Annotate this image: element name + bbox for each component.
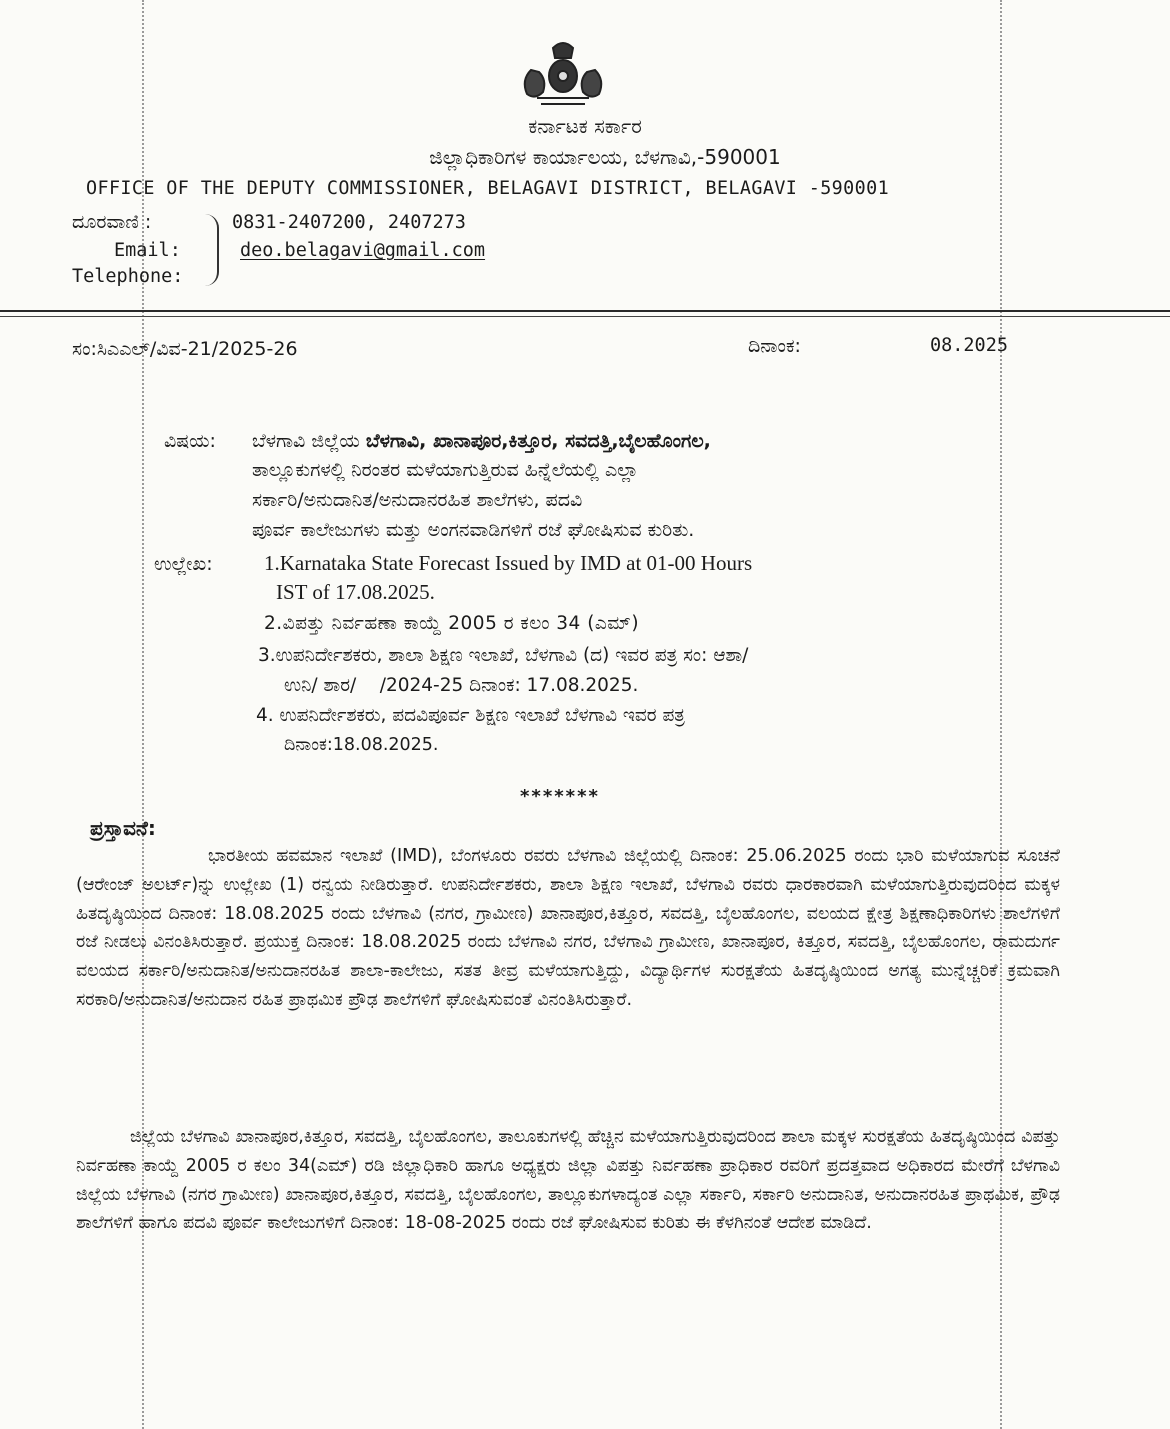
reference-4-line-2: ದಿನಾಂಕ:18.08.2025. (284, 735, 439, 755)
reference-1-line-2: IST of 17.08.2025. (276, 580, 435, 604)
reference-number: ಸಂ:ಸಿಎಎಲ್/ವಿವ-21/2025-26 (72, 338, 298, 360)
preamble-heading: ಪ್ರಸ್ತಾವನೆ: (90, 816, 156, 840)
office-title-english: OFFICE OF THE DEPUTY COMMISSIONER, BELAGAVI DISTRICT, BELAGAVI -590001 (86, 178, 890, 199)
section-separator: ******* (520, 786, 600, 807)
date-value: 08.2025 (930, 335, 1008, 356)
preamble-paragraph-1: ಭಾರತೀಯ ಹವಮಾನ ಇಲಾಖೆ (IMD), ಬೆಂಗಳೂರು ರವರು ಬೆಳಗಾವಿ ಜಿಲ್ಲೆಯಲ್ಲಿ ದಿನಾಂಕ: 25.06.2025 ರಂದು ಭಾರಿ ಮಳೆಯಾಗುವ ಸೂಚನೆ (ಆರೇಂಜ್ ಅಲರ್ಟ್)ನ್ನು ಉಲ್ಲೇಖ (1) ರನ್ವಯ ನೀಡಿರುತ್ತಾರೆ. ಉಪನಿರ್ದೇಶಕರು, ಶಾಲಾ ಶಿಕ್ಷಣ ಇಲಾಖೆ, ಬೆಳಗಾವಿ ರವರು ಧಾರಕಾರವಾಗಿ ಮಳೆಯಾಗುತ್ತಿರುವುದರಿಂದ ಮಕ್ಕಳ ಹಿತದೃಷ್ಠಿಯಿಂದ ದಿನಾಂಕ: 18.08.2025 ರಂದು ಬೆಳಗಾವಿ (ನಗರ, ಗ್ರಾಮೀಣ) ಖಾನಾಪೂರ,ಕಿತ್ತೂರ, ಸವದತ್ತಿ, ಬೈಲಹೊಂಗಲ, ವಲಯದ ಕ್ಷೇತ್ರ ಶಿಕ್ಷಣಾಧಿಕಾರಿಗಳು ಶಾಲೆಗಳಿಗೆ ರಜೆ ನೀಡಲು ವಿನಂತಿಸಿರುತ್ತಾರೆ. ಪ್ರಯುಕ್ತ ದಿನಾಂಕ: 18.08.2025 ರಂದು ಬೆಳಗಾವಿ ನಗರ, ಬೆಳಗಾವಿ ಗ್ರಾಮೀಣ, ಖಾನಾಪೂರ, ಕಿತ್ತೂರ, ಸವದತ್ತಿ, ಬೈಲಹೊಂಗಲ, ರಾಮದುರ್ಗ ವಲಯದ ಸರ್ಕಾರಿ/ಅನುದಾನಿತ/ಅನುದಾನರಹಿತ ಶಾಲಾ-ಕಾಲೇಜು, ಸತತ ತೀವ್ರ ಮಳೆಯಾಗುತ್ತಿದ್ದು, ವಿದ್ಯಾರ್ಥಿಗಳ ಸುರಕ್ಷತೆಯ ಹಿತದೃಷ್ಠಿಯಿಂದ ಅಗತ್ಯ ಮುನ್ನೆಚ್ಚರಿಕೆ ಕ್ರಮವಾಗಿ ಸರಕಾರಿ/ಅನುದಾನಿತ/ಅನುದಾನ ರಹಿತ ಪ್ರಾಥಮಿಕ ಪ್ರೌಢ ಶಾಲೆಗಳಿಗೆ ಘೋಷಿಸುವಂತೆ ವಿನಂತಿಸಿರುತ್ತಾರೆ. (76, 846, 1060, 1010)
phone-numbers: 0831-2407200, 2407273 (232, 212, 466, 233)
brace-divider (203, 214, 219, 286)
date-label: ದಿನಾಂಕ: (748, 335, 801, 357)
office-title-kannada: ಜಿಲ್ಲಾಧಿಕಾರಿಗಳ ಕಾರ್ಯಾಲಯ, ಬೆಳಗಾವಿ,-590001 (429, 145, 781, 169)
subject-line-4: ಪೂರ್ವ ಕಾಲೇಜುಗಳು ಮತ್ತು ಅಂಗನವಾಡಿಗಳಿಗೆ ರಜೆ ಘೋಷಿಸುವ ಕುರಿತು. (252, 519, 695, 541)
reference-2: 2.ವಿಪತ್ತು ನಿರ್ವಹಣಾ ಕಾಯ್ದೆ 2005 ರ ಕಲಂ 34 (ಎಮ್) (264, 613, 640, 634)
header-rule-thin (0, 316, 1170, 317)
subject-line-1 (252, 430, 711, 452)
email-label: Email: (114, 240, 181, 261)
reference-1-line-1: 1.Karnataka State Forecast Issued by IMD at 01-00 Hours (264, 551, 753, 575)
subject-line-1-plain: ಬೆಳಗಾವಿ ಜಿಲ್ಲೆಯ (252, 430, 360, 452)
email-address[interactable]: deo.belagavi@gmail.com (240, 240, 486, 261)
references-label: ಉಲ್ಲೇಖ: (154, 553, 213, 575)
subject-line-3: ಸರ್ಕಾರಿ/ಅನುದಾನಿತ/ಅನುದಾನರಹಿತ ಶಾಲೆಗಳು, ಪದವಿ (252, 489, 583, 511)
subject-line-1-bold: ಬೆಳಗಾವಿ, ಖಾನಾಪೂರ,ಕಿತ್ತೂರ, ಸವದತ್ತಿ,ಬೈಲಹೊಂಗಲ, (365, 430, 711, 452)
reference-4-line-1: 4. ಉಪನಿರ್ದೇಶಕರು, ಪದವಿಪೂರ್ವ ಶಿಕ್ಷಣ ಇಲಾಖೆ ಬೆಳಗಾವಿ ಇವರ ಪತ್ರ (256, 705, 685, 726)
phone-label-kannada: ದೂರವಾಣಿ : (72, 211, 152, 233)
subject-line-2: ತಾಲ್ಲೂಕುಗಳಲ್ಲಿ ನಿರಂತರ ಮಳೆಯಾಗುತ್ತಿರುವ ಹಿನ್ನೆಲೆಯಲ್ಲಿ ಎಲ್ಲಾ (252, 459, 639, 481)
subject-label: ವಿಷಯ: (164, 430, 216, 452)
karnataka-emblem-icon (517, 36, 609, 108)
government-title: ಕರ್ನಾಟಕ ಸರ್ಕಾರ (528, 114, 642, 138)
reference-3-line-1: 3.ಉಪನಿರ್ದೇಶಕರು, ಶಾಲಾ ಶಿಕ್ಷಣ ಇಲಾಖೆ, ಬೆಳಗಾವಿ (ದ) ಇವರ ಪತ್ರ ಸಂ: ಆಶಾ/ (258, 645, 749, 666)
telephone-label: Telephone: (72, 266, 184, 287)
preamble-paragraph-2: ಜಿಲ್ಲೆಯ ಬೆಳಗಾವಿ ಖಾನಾಪೂರ,ಕಿತ್ತೂರ, ಸವದತ್ತಿ, ಬೈಲಹೊಂಗಲ, ತಾಲೂಕುಗಳಲ್ಲಿ ಹೆಚ್ಚಿನ ಮಳೆಯಾಗುತ್ತಿರುವುದರಿಂದ ಶಾಲಾ ಮಕ್ಕಳ ಸುರಕ್ಷತೆಯ ಹಿತದೃಷ್ಠಿಯಿಂದ ವಿಪತ್ತು ನಿರ್ವಹಣಾ ಕಾಯ್ದೆ 2005 ರ ಕಲಂ 34(ಎಮ್) ರಡಿ ಜಿಲ್ಲಾಧಿಕಾರಿ ಹಾಗೂ ಅಧ್ಯಕ್ಷರು ಜಿಲ್ಲಾ ವಿಪತ್ತು ನಿರ್ವಹಣಾ ಪ್ರಾಧಿಕಾರ ರವರಿಗೆ ಪ್ರದತ್ತವಾದ ಅಧಿಕಾರದ ಮೇರೆಗೆ ಬೆಳಗಾವಿ ಜಿಲ್ಲೆಯ ಬೆಳಗಾವಿ (ನಗರ ಗ್ರಾಮೀಣ) ಖಾನಾಪೂರ,ಕಿತ್ತೂರ, ಸವದತ್ತಿ, ಬೈಲಹೊಂಗಲ, ತಾಲ್ಲೂಕುಗಳಾದ್ಯಂತ ಎಲ್ಲಾ ಸರ್ಕಾರಿ, ಸರ್ಕಾರಿ ಅನುದಾನಿತ, ಅನುದಾನರಹಿತ ಪ್ರಾಥಮಿಕ, ಪ್ರೌಢ ಶಾಲೆಗಳಿಗೆ ಹಾಗೂ ಪದವಿ ಪೂರ್ವ ಕಾಲೇಜುಗಳಿಗೆ ದಿನಾಂಕ: 18-08-2025 ರಂದು ರಜೆ ಘೋಷಿಸುವ ಕುರಿತು ಈ ಕೆಳಗಿನಂತೆ ಆದೇಶ ಮಾಡಿದೆ. (76, 1127, 1060, 1234)
reference-3-line-2: ಉನಿ/ ಶಾರ/ /2024-25 ದಿನಾಂಕ: 17.08.2025. (284, 675, 639, 696)
header-rule (0, 310, 1170, 312)
